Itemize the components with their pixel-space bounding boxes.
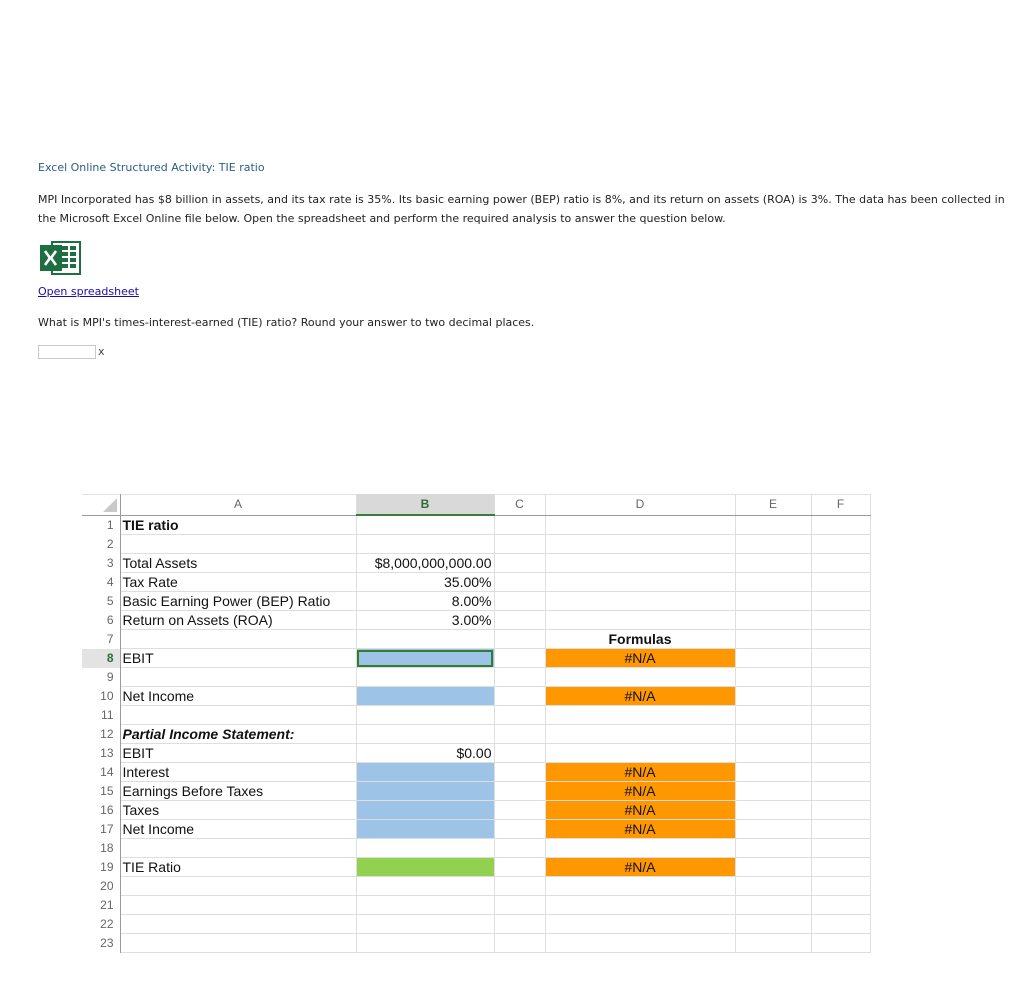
row-1 <box>82 515 870 535</box>
cell-a8[interactable]: EBIT <box>120 649 356 668</box>
cell-b15[interactable] <box>356 782 494 801</box>
cell-f11[interactable] <box>811 706 870 725</box>
cell-e14[interactable] <box>735 763 811 782</box>
cell-c19[interactable] <box>494 858 545 877</box>
row-5 <box>82 592 870 611</box>
row-16 <box>82 801 870 820</box>
spreadsheet-grid[interactable] <box>82 494 871 953</box>
cell-f6[interactable] <box>811 611 870 630</box>
row-12 <box>82 725 870 744</box>
select-all-corner[interactable] <box>82 494 120 515</box>
cell-a17[interactable]: Net Income <box>120 820 356 839</box>
cell-f4[interactable] <box>811 573 870 592</box>
row-19 <box>82 858 870 877</box>
cell-e8[interactable] <box>735 649 811 668</box>
cell-c5[interactable] <box>494 592 545 611</box>
cell-d23[interactable] <box>545 934 735 953</box>
row-header[interactable]: 23 <box>82 934 120 953</box>
row-header[interactable]: 19 <box>82 858 120 877</box>
cell-e12[interactable] <box>735 725 811 744</box>
cell-c22[interactable] <box>494 915 545 934</box>
spreadsheet[interactable] <box>82 494 871 953</box>
row-header[interactable]: 17 <box>82 820 120 839</box>
cell-b19[interactable] <box>356 858 494 877</box>
cell-b10[interactable] <box>356 687 494 706</box>
cell-f3[interactable] <box>811 554 870 573</box>
cell-d9[interactable] <box>545 668 735 687</box>
cell-d2[interactable] <box>545 535 735 554</box>
cell-d7[interactable]: Formulas <box>545 630 735 649</box>
cell-d18[interactable] <box>545 839 735 858</box>
cell-f18[interactable] <box>811 839 870 858</box>
cell-c14[interactable] <box>494 763 545 782</box>
cell-b18[interactable] <box>356 839 494 858</box>
row-header[interactable]: 10 <box>82 687 120 706</box>
cell-f20[interactable] <box>811 877 870 896</box>
row-header[interactable]: 21 <box>82 896 120 915</box>
cell-c1[interactable] <box>494 515 545 535</box>
cell-b22[interactable] <box>356 915 494 934</box>
cell-f19[interactable] <box>811 858 870 877</box>
row-21 <box>82 896 870 915</box>
cell-c12[interactable] <box>494 725 545 744</box>
cell-d12[interactable] <box>545 725 735 744</box>
cell-a14[interactable]: Interest <box>120 763 356 782</box>
excel-icon[interactable] <box>38 240 82 276</box>
cell-e10[interactable] <box>735 687 811 706</box>
row-header[interactable]: 20 <box>82 877 120 896</box>
row-22 <box>82 915 870 934</box>
cell-b21[interactable] <box>356 896 494 915</box>
row-header[interactable]: 15 <box>82 782 120 801</box>
cell-e2[interactable] <box>735 535 811 554</box>
cell-a6[interactable]: Return on Assets (ROA) <box>120 611 356 630</box>
cell-c17[interactable] <box>494 820 545 839</box>
cell-f21[interactable] <box>811 896 870 915</box>
row-header[interactable]: 1 <box>82 515 120 535</box>
cell-d10[interactable]: #N/A <box>545 687 735 706</box>
cell-d6[interactable] <box>545 611 735 630</box>
cell-b16[interactable] <box>356 801 494 820</box>
cell-e18[interactable] <box>735 839 811 858</box>
cell-c21[interactable] <box>494 896 545 915</box>
cell-d14[interactable]: #N/A <box>545 763 735 782</box>
cell-b20[interactable] <box>356 877 494 896</box>
cell-f10[interactable] <box>811 687 870 706</box>
row-9 <box>82 668 870 687</box>
cell-c15[interactable] <box>494 782 545 801</box>
cell-a12[interactable]: Partial Income Statement: <box>120 725 356 744</box>
column-header-f[interactable]: F <box>811 494 870 515</box>
cell-c3[interactable] <box>494 554 545 573</box>
cell-b12[interactable] <box>356 725 494 744</box>
cell-b5[interactable]: 8.00% <box>356 592 494 611</box>
cell-d19[interactable]: #N/A <box>545 858 735 877</box>
cell-d3[interactable] <box>545 554 735 573</box>
cell-d16[interactable]: #N/A <box>545 801 735 820</box>
row-header[interactable]: 11 <box>82 706 120 725</box>
row-17 <box>82 820 870 839</box>
row-header[interactable]: 9 <box>82 668 120 687</box>
answer-input[interactable] <box>38 345 96 359</box>
cell-d22[interactable] <box>545 915 735 934</box>
cell-e19[interactable] <box>735 858 811 877</box>
cell-a20[interactable] <box>120 877 356 896</box>
cell-a1[interactable]: TIE ratio <box>120 515 356 535</box>
row-4 <box>82 573 870 592</box>
cell-b14[interactable] <box>356 763 494 782</box>
cell-e22[interactable] <box>735 915 811 934</box>
cell-f16[interactable] <box>811 801 870 820</box>
cell-e20[interactable] <box>735 877 811 896</box>
cell-d11[interactable] <box>545 706 735 725</box>
cell-a2[interactable] <box>120 535 356 554</box>
cell-e3[interactable] <box>735 554 811 573</box>
cell-e11[interactable] <box>735 706 811 725</box>
row-header[interactable]: 6 <box>82 611 120 630</box>
cell-a5[interactable]: Basic Earning Power (BEP) Ratio <box>120 592 356 611</box>
cell-a13[interactable]: EBIT <box>120 744 356 763</box>
cell-d8[interactable]: #N/A <box>545 649 735 668</box>
cell-b6[interactable]: 3.00% <box>356 611 494 630</box>
cell-d13[interactable] <box>545 744 735 763</box>
row-header[interactable]: 4 <box>82 573 120 592</box>
cell-b2[interactable] <box>356 535 494 554</box>
cell-c7[interactable] <box>494 630 545 649</box>
row-8 <box>82 649 870 668</box>
row-header[interactable]: 13 <box>82 744 120 763</box>
cell-c13[interactable] <box>494 744 545 763</box>
cell-a10[interactable]: Net Income <box>120 687 356 706</box>
cell-f7[interactable] <box>811 630 870 649</box>
cell-f9[interactable] <box>811 668 870 687</box>
cell-a7[interactable] <box>120 630 356 649</box>
cell-f5[interactable] <box>811 592 870 611</box>
cell-b4[interactable]: 35.00% <box>356 573 494 592</box>
cell-f22[interactable] <box>811 915 870 934</box>
cell-b11[interactable] <box>356 706 494 725</box>
open-spreadsheet-link[interactable]: Open spreadsheet <box>38 285 139 298</box>
cell-c23[interactable] <box>494 934 545 953</box>
cell-d15[interactable]: #N/A <box>545 782 735 801</box>
cell-d17[interactable]: #N/A <box>545 820 735 839</box>
row-7 <box>82 630 870 649</box>
cell-e1[interactable] <box>735 515 811 535</box>
row-header[interactable]: 22 <box>82 915 120 934</box>
question-text: What is MPI's times-interest-earned (TIE) ratio? Round your answer to two decimal places. <box>38 316 535 329</box>
cell-d20[interactable] <box>545 877 735 896</box>
cell-a11[interactable] <box>120 706 356 725</box>
cell-c10[interactable] <box>494 687 545 706</box>
column-header-c[interactable]: C <box>494 494 545 515</box>
cell-a19[interactable]: TIE Ratio <box>120 858 356 877</box>
problem-description: MPI Incorporated has $8 billion in assets, and its tax rate is 35%. Its basic earning power (BEP) ratio is 8%, and its return on assets (ROA) is 3%. The data has been collected in the Microsoft Excel Online file below. Open the spreadsheet and perform the required analysis to answer the question below. <box>38 193 1005 225</box>
cell-f12[interactable] <box>811 725 870 744</box>
row-6 <box>82 611 870 630</box>
row-13 <box>82 744 870 763</box>
cell-b7[interactable] <box>356 630 494 649</box>
row-header[interactable]: 18 <box>82 839 120 858</box>
row-header[interactable]: 8 <box>82 649 120 668</box>
cell-b17[interactable] <box>356 820 494 839</box>
cell-e6[interactable] <box>735 611 811 630</box>
cell-f17[interactable] <box>811 820 870 839</box>
row-2 <box>82 535 870 554</box>
cell-b23[interactable] <box>356 934 494 953</box>
cell-e21[interactable] <box>735 896 811 915</box>
row-header[interactable]: 7 <box>82 630 120 649</box>
cell-c8[interactable] <box>494 649 545 668</box>
cell-d4[interactable] <box>545 573 735 592</box>
column-header-row <box>82 494 870 515</box>
row-header[interactable]: 14 <box>82 763 120 782</box>
column-header-e[interactable]: E <box>735 494 811 515</box>
cell-a3[interactable]: Total Assets <box>120 554 356 573</box>
row-header[interactable]: 3 <box>82 554 120 573</box>
cell-f1[interactable] <box>811 515 870 535</box>
cell-a18[interactable] <box>120 839 356 858</box>
cell-e16[interactable] <box>735 801 811 820</box>
row-header[interactable]: 16 <box>82 801 120 820</box>
cell-e7[interactable] <box>735 630 811 649</box>
cell-f15[interactable] <box>811 782 870 801</box>
cell-f2[interactable] <box>811 535 870 554</box>
cell-c9[interactable] <box>494 668 545 687</box>
row-header[interactable]: 5 <box>82 592 120 611</box>
cell-c11[interactable] <box>494 706 545 725</box>
cell-b9[interactable] <box>356 668 494 687</box>
cell-f23[interactable] <box>811 934 870 953</box>
cell-d1[interactable] <box>545 515 735 535</box>
select-all-triangle-icon <box>103 498 117 512</box>
cell-b13[interactable]: $0.00 <box>356 744 494 763</box>
cell-c4[interactable] <box>494 573 545 592</box>
column-header-d[interactable]: D <box>545 494 735 515</box>
cell-d21[interactable] <box>545 896 735 915</box>
answer-unit: x <box>98 345 105 358</box>
cell-b1[interactable] <box>356 515 494 535</box>
cell-a23[interactable] <box>120 934 356 953</box>
row-header[interactable]: 2 <box>82 535 120 554</box>
cell-e13[interactable] <box>735 744 811 763</box>
row-10 <box>82 687 870 706</box>
cell-e23[interactable] <box>735 934 811 953</box>
cell-a9[interactable] <box>120 668 356 687</box>
column-header-a[interactable]: A <box>120 494 356 515</box>
cell-d5[interactable] <box>545 592 735 611</box>
cell-c6[interactable] <box>494 611 545 630</box>
cell-e17[interactable] <box>735 820 811 839</box>
cell-e9[interactable] <box>735 668 811 687</box>
activity-title: Excel Online Structured Activity: TIE ratio <box>38 161 265 174</box>
cell-e15[interactable] <box>735 782 811 801</box>
cell-e4[interactable] <box>735 573 811 592</box>
cell-a16[interactable]: Taxes <box>120 801 356 820</box>
cell-c16[interactable] <box>494 801 545 820</box>
cell-c2[interactable] <box>494 535 545 554</box>
row-15 <box>82 782 870 801</box>
cell-b3[interactable]: $8,000,000,000.00 <box>356 554 494 573</box>
cell-e5[interactable] <box>735 592 811 611</box>
cell-f8[interactable] <box>811 649 870 668</box>
cell-f14[interactable] <box>811 763 870 782</box>
row-header[interactable]: 12 <box>82 725 120 744</box>
cell-a21[interactable] <box>120 896 356 915</box>
column-header-b[interactable]: B <box>356 494 494 515</box>
row-11 <box>82 706 870 725</box>
row-3 <box>82 554 870 573</box>
cell-c18[interactable] <box>494 839 545 858</box>
cell-a22[interactable] <box>120 915 356 934</box>
row-18 <box>82 839 870 858</box>
cell-b8[interactable] <box>356 649 494 668</box>
row-20 <box>82 877 870 896</box>
row-23 <box>82 934 870 953</box>
cell-a4[interactable]: Tax Rate <box>120 573 356 592</box>
cell-a15[interactable]: Earnings Before Taxes <box>120 782 356 801</box>
cell-f13[interactable] <box>811 744 870 763</box>
cell-c20[interactable] <box>494 877 545 896</box>
row-14 <box>82 763 870 782</box>
